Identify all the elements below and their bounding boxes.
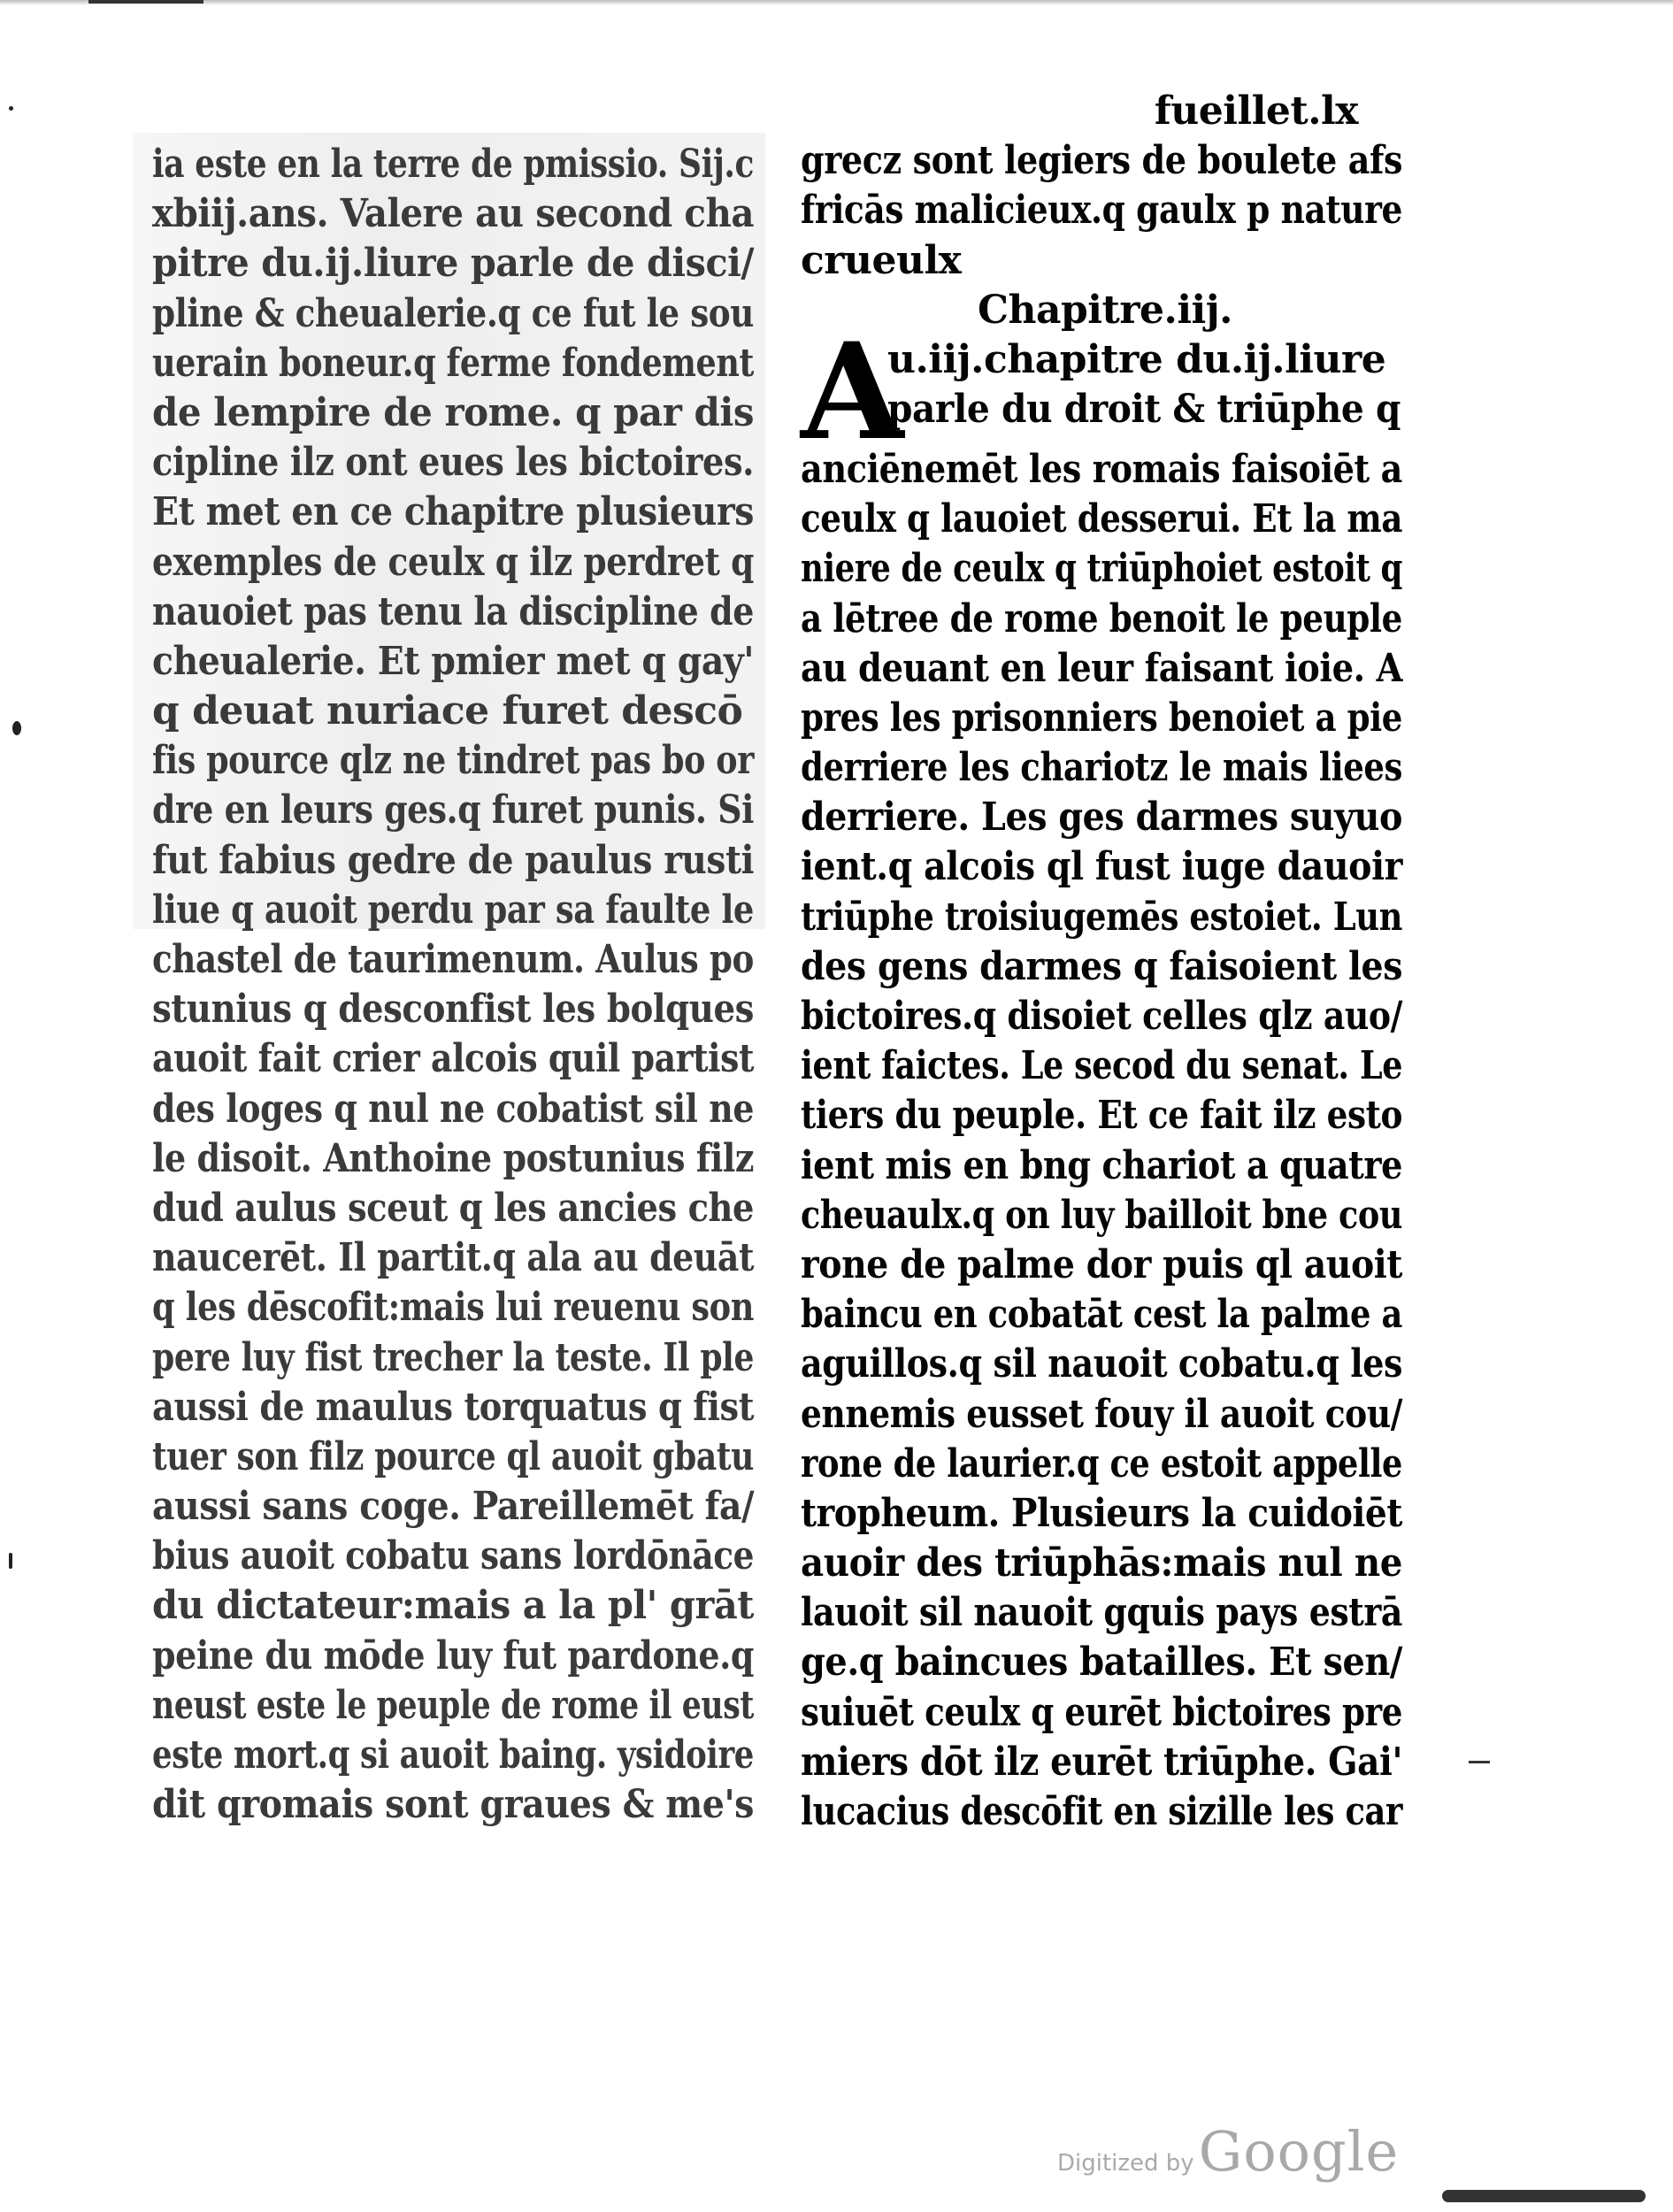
text-line: nauoiet pas tenu la discipline de xyxy=(152,588,754,634)
text-line: cipline ilz ont eues les bictoires. xyxy=(152,440,754,486)
text-line: cheualerie. Et pmier met q gay' xyxy=(152,638,754,684)
text-line: derriere les chariotz le mais liees xyxy=(801,745,1402,791)
left-text-column xyxy=(133,133,765,1828)
text-line: triūphe troisiugemēs estoiet. Lun xyxy=(801,894,1402,940)
text-line: exemples de ceulx q ilz perdret q xyxy=(152,539,754,585)
text-line: ennemis eusset fouy il auoit cou/ xyxy=(801,1391,1402,1437)
text-line: tropheum. Plusieurs la cuidoiēt xyxy=(801,1490,1402,1536)
scan-speck xyxy=(9,106,13,111)
text-line: u.iij.chapitre du.ij.liure xyxy=(887,336,1386,382)
text-line: dre en leurs ges.q furet punis. Si xyxy=(152,787,754,833)
text-line: rone de palme dor puis ql auoit xyxy=(801,1241,1402,1287)
text-line: le disoit. Anthoine postunius filz xyxy=(152,1135,754,1181)
text-line: ient faictes. Le secod du senat. Le xyxy=(801,1043,1402,1089)
text-line: auoir des triūphās:mais nul ne xyxy=(801,1540,1402,1586)
right-body-lines xyxy=(801,445,1411,1837)
text-line: bius auoit cobatu sans lordōnāce xyxy=(152,1533,754,1579)
text-line: miers dōt ilz eurēt triūphe. Gai' xyxy=(801,1739,1402,1785)
text-line: des loges q nul ne cobatist sil ne xyxy=(152,1086,754,1132)
text-line: neust este le peuple de rome il eust xyxy=(152,1682,754,1728)
text-line: ia este en la terre de pmissio. Sij.c xyxy=(152,142,754,187)
text-line: dit qromais sont graues & me's xyxy=(152,1782,754,1828)
folio-header: fueillet.lx xyxy=(1154,88,1358,134)
text-line: bictoires.q disoiet celles qlz auo/ xyxy=(801,994,1402,1039)
text-line: stunius q desconfist les bolques xyxy=(152,987,754,1033)
text-line: aussi sans coge. Pareillemēt fa/ xyxy=(152,1484,754,1530)
text-line: ient mis en bng chariot a quatre xyxy=(801,1142,1402,1188)
text-line: uerain boneur.q ferme fondement xyxy=(152,340,754,386)
page-top-edge xyxy=(0,0,1673,5)
text-line: fut fabius gedre de paulus rusti xyxy=(152,837,754,883)
text-line: peine du mōde luy fut pardone.q xyxy=(152,1632,754,1678)
text-line: pitre du.ij.liure parle de disci/ xyxy=(152,241,754,287)
text-line: pres les prisonniers benoiet a pie xyxy=(801,695,1402,741)
text-line: des gens darmes q faisoient les xyxy=(801,943,1402,989)
scan-smudge xyxy=(1442,2190,1646,2202)
chapter-title: Chapitre.iij. xyxy=(978,287,1232,333)
text-line: xbiij.ans. Valere au second cha xyxy=(152,191,754,237)
right-text-column xyxy=(801,87,1411,1837)
scan-smudge xyxy=(1469,1761,1490,1763)
right-intro-lines xyxy=(801,136,1411,286)
text-line: ceulx q lauoiet desserui. Et la ma xyxy=(801,496,1402,542)
text-line: rone de laurier.q ce estoit appelle xyxy=(801,1440,1402,1486)
text-line: a lētree de rome benoit le peuple xyxy=(801,595,1402,641)
text-line: pline & cheualerie.q ce fut le sou xyxy=(152,290,754,336)
text-line: Et met en ce chapitre plusieurs xyxy=(152,489,754,535)
text-line: cheuaulx.q on luy bailloit bne cou xyxy=(801,1192,1402,1238)
watermark-prefix: Digitized by xyxy=(1057,2150,1194,2177)
scan-smudge xyxy=(88,0,203,4)
text-line: aussi de maulus torquatus q fist xyxy=(152,1384,754,1430)
text-line: baincu en cobatāt cest la palme a xyxy=(801,1292,1402,1338)
text-line: este mort.q si auoit baing. ysidoire xyxy=(152,1732,754,1778)
text-line: tiers du peuple. Et ce fait ilz esto xyxy=(801,1093,1402,1139)
text-line: liue q auoit perdu par sa faulte le xyxy=(152,887,754,933)
text-line: q deuat nuriace furet descō xyxy=(152,688,743,734)
text-line: fis pource qlz ne tindret pas bo or xyxy=(152,738,754,784)
text-line: aguillos.q sil nauoit cobatu.q les xyxy=(801,1341,1402,1387)
text-line: niere de ceulx q triūphoiet estoit q xyxy=(801,546,1402,592)
text-line: au deuant en leur faisant ioie. A xyxy=(801,645,1402,691)
text-line: q les dēscofit:mais lui reuenu son xyxy=(152,1285,754,1331)
text-line: ient.q alcois ql fust iuge dauoir xyxy=(801,844,1402,890)
text-line: naucerēt. Il partit.q ala au deuāt xyxy=(152,1235,754,1281)
text-line: chastel de taurimenum. Aulus po xyxy=(152,937,754,982)
text-line: ge.q baincues batailles. Et sen/ xyxy=(801,1640,1402,1686)
text-line: lucacius descōfit en sizille les car xyxy=(801,1789,1402,1834)
text-line: tuer son filz pource ql auoit gbatu xyxy=(152,1433,754,1479)
text-line: de lempire de rome. q par dis xyxy=(152,389,754,435)
text-line: anciēnemēt les romais faisoiēt a xyxy=(801,446,1402,492)
text-line: derriere. Les ges darmes suyuo xyxy=(801,795,1402,841)
digitization-watermark xyxy=(1057,2119,1429,2184)
text-line: fricās malicieux.q gaulx p nature xyxy=(801,188,1402,234)
text-line: suiuēt ceulx q eurēt bictoires pre xyxy=(801,1689,1402,1735)
drop-cap-lines xyxy=(801,335,1411,434)
text-line: grecz sont legiers de boulete afs xyxy=(801,138,1402,184)
watermark-brand: Google xyxy=(1198,2119,1400,2184)
scan-speck xyxy=(12,721,21,735)
scan-speck xyxy=(9,1553,12,1569)
text-line: crueulx xyxy=(801,237,962,283)
text-line: pere luy fist trecher la teste. Il ple xyxy=(152,1334,754,1380)
text-line: du dictateur:mais a la pl' grāt xyxy=(152,1583,754,1629)
drop-cap-initial: A xyxy=(801,313,903,470)
text-line: lauoit sil nauoit gquis pays estrā xyxy=(801,1590,1402,1636)
text-line: auoit fait crier alcois quil partist xyxy=(152,1036,754,1082)
text-line: dud aulus sceut q les ancies che xyxy=(152,1185,754,1231)
text-line: parle du droit & triūphe q xyxy=(887,387,1401,433)
